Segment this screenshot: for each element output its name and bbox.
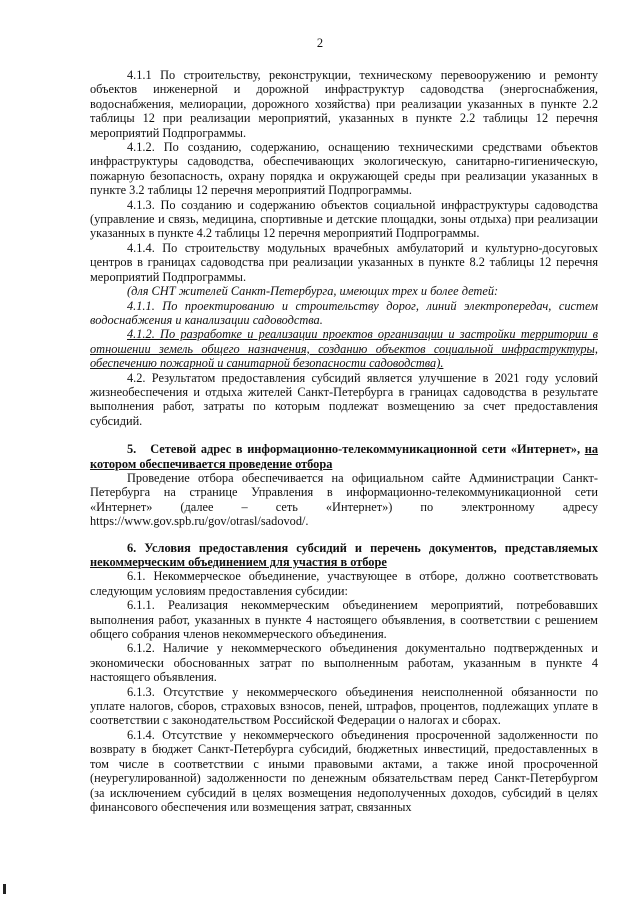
section-5-heading — [90, 442, 598, 471]
paragraph-6-1-2: 6.1.2. Наличие у некоммерческого объединения документально подтвержденных и экономически обоснованных затрат по выполненным работам, указанным в пункте 4 настоящего объявления. — [90, 641, 598, 685]
section-5-title-line2: на котором обеспечивается проведение отбора — [90, 442, 599, 471]
paragraph-6-1: 6.1. Некоммерческое объединение, участвующее в отборе, должно соответствовать следующим условиям предоставления субсидии: — [90, 569, 598, 598]
section-6-title-line2: некоммерческим объединением для участия в отборе — [90, 555, 387, 569]
section-6-heading — [90, 541, 598, 570]
paragraph-4-1-1: 4.1.1 По строительству, реконструкции, техническому перевооружению и ремонту объектов инженерной и дорожной инфраструктур садоводства (энергоснабжения, водоснабжения, мелиорации, дорожного хозяйства) при реализации указанных в пункте 2.2 таблицы 12 при реализации мероприятий, указанных в пункте 2.2 таблицы 12 перечня мероприятий Подпрограммы. — [90, 68, 598, 140]
page-number: 2 — [316, 36, 324, 50]
paragraph-snt-note: (для СНТ жителей Санкт-Петербурга, имеющих трех и более детей: — [127, 284, 499, 299]
section-5-title-line1: Сетевой адрес в информационно-телекоммуникационной сети «Интернет», — [150, 442, 581, 457]
section-6-title-line1: Условия предоставления субсидий и перечень документов, представляемых — [144, 540, 598, 555]
paragraph-6-1-3: 6.1.3. Отсутствие у некоммерческого объединения неисполненной обязанности по уплате налогов, сборов, страховых взносов, пеней, штрафов, процентов, подлежащих уплате в соответствии с законодательством Российской Федерации о налогах и сборах. — [90, 684, 598, 728]
paragraph-4-1-2: 4.1.2. По созданию, содержанию, оснащению техническими средствами объектов инфраструктуры садоводства, обеспечивающих экологическую, санитарно-гигиеническую, пожарную безопасность, охрану порядка и окружающей среды при реализации указанных в пункте 3.2 таблицы 12 перечня мероприятий Подпрограммы. — [90, 140, 598, 198]
paragraph-4-1-4: 4.1.4. По строительству модульных врачебных амбулаторий и культурно-досуговых центров в границах садоводства при реализации указанных в пункте 8.2 таблицы 12 перечня мероприятий Подпрограммы. — [90, 240, 598, 284]
paragraph-4-2: 4.2. Результатом предоставления субсидий является улучшение в 2021 году условий жизнеобеспечения и отдыха жителей Санкт-Петербурга в границах садоводства в результате выполнения работ, затраты по которым подлежат возмещению за счет предоставления субсидий. — [90, 370, 598, 428]
section-5-number: 5. — [127, 442, 137, 457]
paragraph-6-1-1: 6.1.1. Реализация некоммерческим объединением мероприятий, потребовавших выполнения работ, указанных в пункте 4 настоящего объявления, в соответствии с решением общего собрания членов некоммерческого объединения. — [90, 598, 598, 642]
paragraph-6-1-4: 6.1.4. Отсутствие у некоммерческого объединения просроченной задолженности по возврату в бюджет Санкт-Петербурга субсидий, бюджетных инвестиций, предоставленных в том числе в соответствии с иными правовыми актами, а также иной просроченной (неурегулированной) задолженности по денежным обязательствам перед Санкт-Петербургом (за исключением субсидий в целях возмещения недополученных доходов, субсидий в целях финансового обеспечения или возмещения затрат, связанных — [90, 727, 598, 814]
paragraph-snt-4-1-2: 4.1.2. По разработке и реализации проектов организации и застройки территории в отношении земель общего назначения, созданию объектов социальной инфраструктуры, обеспечению пожарной и санитарной безопасности садоводства). — [90, 327, 598, 371]
paragraph-snt-4-1-1: 4.1.1. По проектированию и строительству дорог, линий электропередач, систем водоснабжения и канализации садоводства. — [90, 298, 598, 327]
document-body — [90, 68, 598, 814]
scan-edge-mark — [3, 884, 6, 894]
paragraph-5-body: Проведение отбора обеспечивается на официальном сайте Администрации Санкт-Петербурга на странице Управления в информационно-телекоммуникационной сети «Интернет» (далее – сеть «Интернет») по электронному адресу https://www.gov.spb.ru/gov/otrasl/sadovod/. — [90, 470, 598, 529]
section-6-number: 6. — [127, 540, 137, 555]
paragraph-4-1-3: 4.1.3. По созданию и содержанию объектов социальной инфраструктуры садоводства (управление и связь, медицина, спортивные и детские площадки, зоны отдыха) при реализации указанных в пункте 4.2 таблицы 12 перечня мероприятий Подпрограммы. — [90, 197, 598, 241]
